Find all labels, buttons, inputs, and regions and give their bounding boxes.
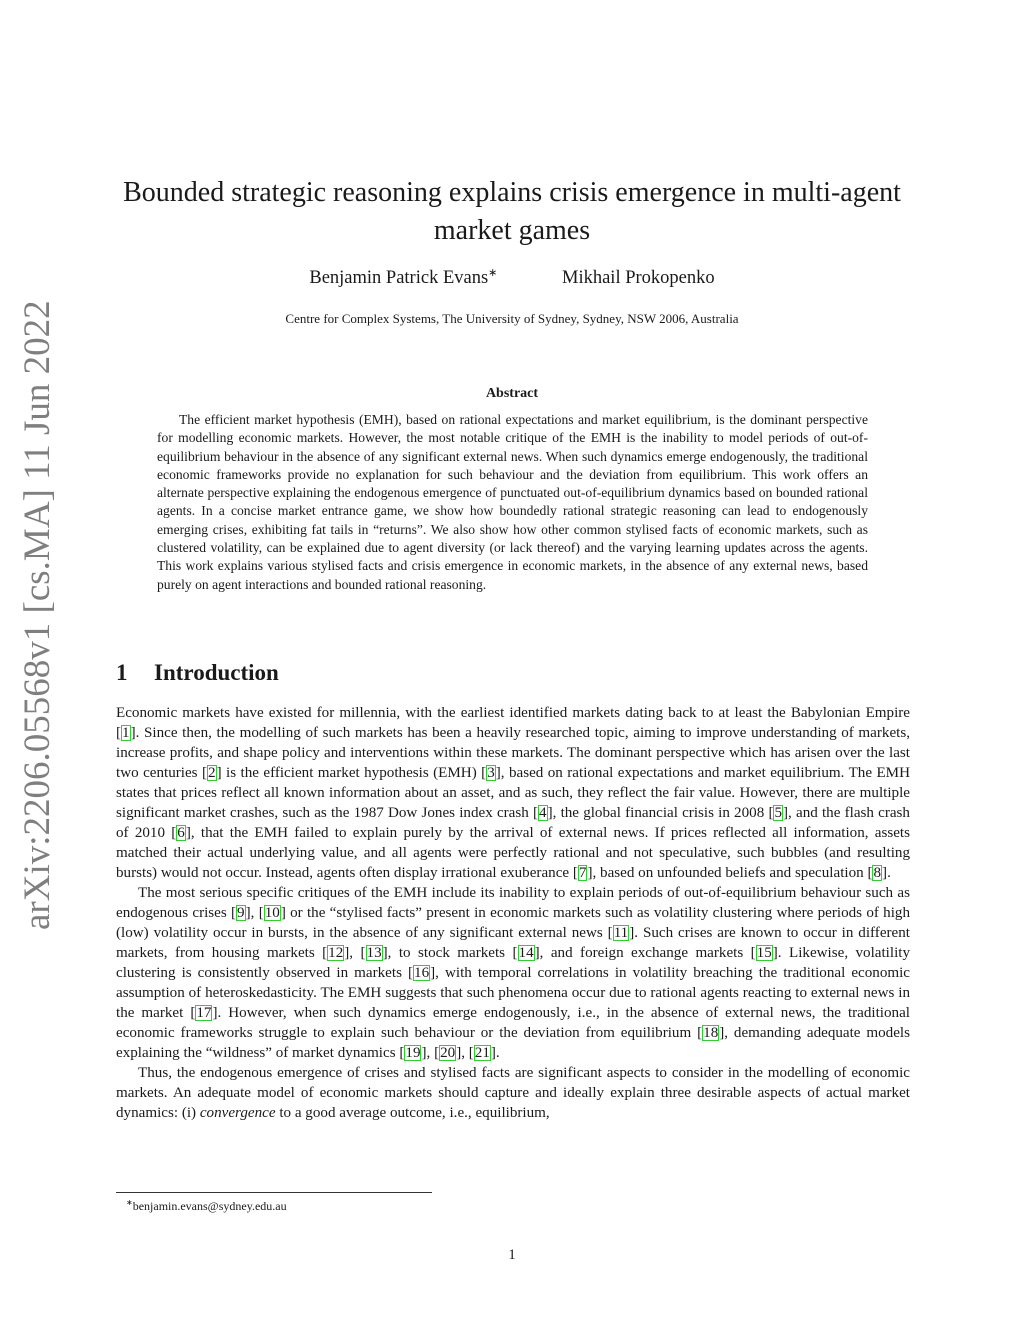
section-heading <box>116 660 616 686</box>
citation-link[interactable]: 14 <box>518 945 534 961</box>
intro-p3-emphasis: convergence <box>199 1105 276 1121</box>
paragraph-text: , based on unfounded beliefs and speculation <box>592 865 868 881</box>
paragraph-text: . <box>495 1045 500 1061</box>
paragraph-text: , <box>426 1045 435 1061</box>
citation-link[interactable]: 19 <box>405 1045 421 1061</box>
intro-paragraph-1: Economic markets have existed for millennia, with the earliest identified markets dating back to at least the Babylonian Empire [1]. Since then, the modelling of such markets has been a heavily researched topic, aiming to improve understanding of markets, increase profits, and shape policy and interventions within these markets. The dominant perspective which has arisen over the last two centuries [2] is the efficient market hypothesis (EMH) [3], based on rational expectations and market equilibrium. The EMH states that prices reflect all known information about an asset, and as such, they reflect the fair value. However, there are multiple significant market crashes, such as the 1987 Dow Jones index crash [4], the global financial crisis in 2008 [5], and the flash crash of 2010 [6], that the EMH failed to explain purely by the arrival of external news. If prices reflected all information, assets matched their actual underlying value, and all agents were perfectly rational and not speculative, such bubbles (and resulting bursts) would not occur. Instead, agents often display irrational exuberance [7], based on unfounded beliefs and speculation [8]. <box>116 705 910 881</box>
paragraph-text: . Since then, the modelling of such markets has been a heavily researched topic, aiming to improve understanding of markets, increase profits, and shape policy and interventions within these markets. The dominant perspective which has arisen over the last two centuries <box>116 725 910 781</box>
citation-link[interactable]: 1 <box>122 725 130 741</box>
paragraph-text: is the efficient market hypothesis (EMH) <box>221 765 482 781</box>
citation-link[interactable]: 3 <box>487 765 495 781</box>
abstract-text: The efficient market hypothesis (EMH), based on rational expectations and market equilibrium, is the dominant perspective for modelling economic markets. However, the most notable critique of the EMH is the inability to model periods of out-of-equilibrium behaviour in the absence of any significant external news. When such dynamics emerge endogenously, the traditional economic frameworks provide no explanation for such behaviour and the deviation from equilibrium. This work offers an alternate perspective explaining the endogenous emergence of punctuated out-of-equilibrium dynamics based on bounded rational agents. In a concise market entrance game, we show how boundedly rational strategic reasoning can lead to endogenously emerging crises, exhibiting fat tails in “returns”. We also show how other common stylised facts of economic markets, such as clustered volatility, can be explained due to agent diversity (or lack thereof) and the varying learning updates across the agents. This work explains various stylised facts and crisis emergence in economic markets, in the absence of any external news, based purely on agent interactions and bounded rational reasoning. <box>157 412 868 592</box>
author-2 <box>562 268 715 289</box>
intro-p3-text-start: Thus, the endogenous emergence of crises and stylised facts are significant aspects to consider in the modelling of economic markets. An adequate model of economic markets should capture and ideally explain three desirable aspects of actual market dynamics: (i) <box>116 1065 910 1121</box>
footnote-mark: ∗ <box>126 1198 133 1207</box>
paragraph-text: , and foreign exchange markets <box>539 945 751 961</box>
citation-link[interactable]: 7 <box>578 865 587 881</box>
citation-link[interactable]: 18 <box>703 1025 719 1041</box>
paragraph-text: or the “stylised facts” present in economic markets such as volatility clustering where periods of high (low) volatility occur in bursts, in the absence of any significant external news <box>116 905 911 941</box>
citation-link[interactable]: 10 <box>264 905 280 921</box>
arxiv-identifier-stamp: arXiv:2206.05568v1 [cs.MA] 11 Jun 2022 <box>17 300 58 930</box>
abstract-body <box>157 411 868 594</box>
paragraph-text: , <box>349 945 361 961</box>
author-1-name: Benjamin Patrick Evans <box>309 268 489 289</box>
footnote-email[interactable]: benjamin.evans@sydney.edu.au <box>132 1199 287 1213</box>
intro-p3-text-end: to a good average outcome, i.e., equilibrium, <box>275 1105 550 1121</box>
paragraph-text: . However, when such dynamics emerge endogenously, i.e., in the absence of external news, the traditional economic frameworks struggle to explain such behaviour or the deviation from equilibrium <box>116 1005 910 1041</box>
paragraph-text: The most serious specific critiques of the EMH include its inability to explain periods of out-of-equilibrium behaviour such as endogenous crises <box>116 885 910 921</box>
intro-paragraph-3 <box>116 1063 910 1123</box>
author-1-footnote-mark[interactable]: ∗ <box>488 267 498 279</box>
author-2-name: Mikhail Prokopenko <box>562 268 715 289</box>
citation-link[interactable]: 5 <box>774 805 783 821</box>
paragraph-text: , demanding adequate models explaining the “wildness” of market dynamics <box>116 1025 910 1061</box>
citation-link[interactable]: 17 <box>196 1005 212 1021</box>
affiliation: Centre for Complex Systems, The University of Sydney, Sydney, NSW 2006, Australia <box>285 311 739 326</box>
citation-link[interactable]: 11 <box>613 925 629 941</box>
paper-title: Bounded strategic reasoning explains crisis emergence in multi-agent market games <box>123 177 901 246</box>
citation-link[interactable]: 16 <box>414 965 430 981</box>
citation-link[interactable]: 13 <box>366 945 382 961</box>
paragraph-text: , with temporal correlations in volatility breaching the traditional economic assumption of heteroskedasticity. The EMH suggests that such phenomena occur due to rational agents reacting to external news in the market <box>116 965 910 1021</box>
introduction-text <box>116 703 910 1123</box>
paragraph-text: , based on rational expectations and market equilibrium. The EMH states that prices reflect all known information about an asset, and as such, they reflect the fair value. However, there are multiple significant market crashes, such as the 1987 Dow Jones index crash <box>116 765 910 821</box>
section-number: 1 <box>116 660 128 685</box>
paragraph-text: , the global financial crisis in 2008 <box>552 805 769 821</box>
author-list <box>100 266 924 289</box>
citation-link[interactable]: 20 <box>440 1045 456 1061</box>
author-1 <box>309 266 497 289</box>
page-number: 1 <box>508 1247 516 1263</box>
citation-link[interactable]: 15 <box>756 945 772 961</box>
section-title: Introduction <box>154 660 279 685</box>
paragraph-text: , <box>250 905 259 921</box>
intro-paragraph-2: The most serious specific critiques of the EMH include its inability to explain periods of out-of-equilibrium behaviour such as endogenous crises [9], [10] or the “stylised facts” present in economic markets such as volatility clustering where periods of high (low) volatility occur in bursts, in the absence of any significant external news [11]. Such crises are known to occur in different markets, from housing markets [12], [13], to stock markets [14], and foreign exchange markets [15]. Likewise, volatility clustering is consistently observed in markets [16], with temporal correlations in volatility breaching the traditional economic assumption of heteroskedasticity. The EMH suggests that such phenomena occur due to rational agents reacting to external news in the market [17]. However, when such dynamics emerge endogenously, i.e., in the absence of external news, the traditional economic frameworks struggle to explain such behaviour or the deviation from equilibrium [18], demanding adequate models explaining the “wildness” of market dynamics [19], [20], [21]. <box>116 885 911 1061</box>
citation-link[interactable]: 21 <box>474 1045 490 1061</box>
footnote <box>126 1198 726 1214</box>
citation-link[interactable]: 4 <box>539 805 547 821</box>
paragraph-text: , <box>461 1045 469 1061</box>
abstract-heading: Abstract <box>485 386 539 401</box>
paragraph-text: . Such crises are known to occur in different markets, from housing markets <box>116 925 910 961</box>
citation-link[interactable]: 9 <box>237 905 245 921</box>
citation-link[interactable]: 12 <box>328 945 344 961</box>
paragraph-text: , that the EMH failed to explain purely by the arrival of external news. If prices reflected all information, assets matched their actual underlying value, and all agents were perfectly rational and not speculative, such bubbles (and resulting bursts) would not occur. Instead, agents often display irrational exuberance <box>116 825 910 881</box>
footnote-divider <box>116 1192 432 1193</box>
citation-link[interactable]: 2 <box>208 765 216 781</box>
paragraph-text: , to stock markets <box>387 945 513 961</box>
paragraph-text: . Likewise, volatility clustering is consistently observed in markets <box>116 945 911 981</box>
paragraph-text: . <box>887 865 891 881</box>
citation-link[interactable]: 8 <box>873 865 882 881</box>
paragraph-text: , and the flash crash of 2010 <box>116 805 910 841</box>
paragraph-text: Economic markets have existed for millennia, with the earliest identified markets dating back to at least the Babylonian Empire <box>116 705 910 721</box>
citation-link[interactable]: 6 <box>177 825 185 841</box>
